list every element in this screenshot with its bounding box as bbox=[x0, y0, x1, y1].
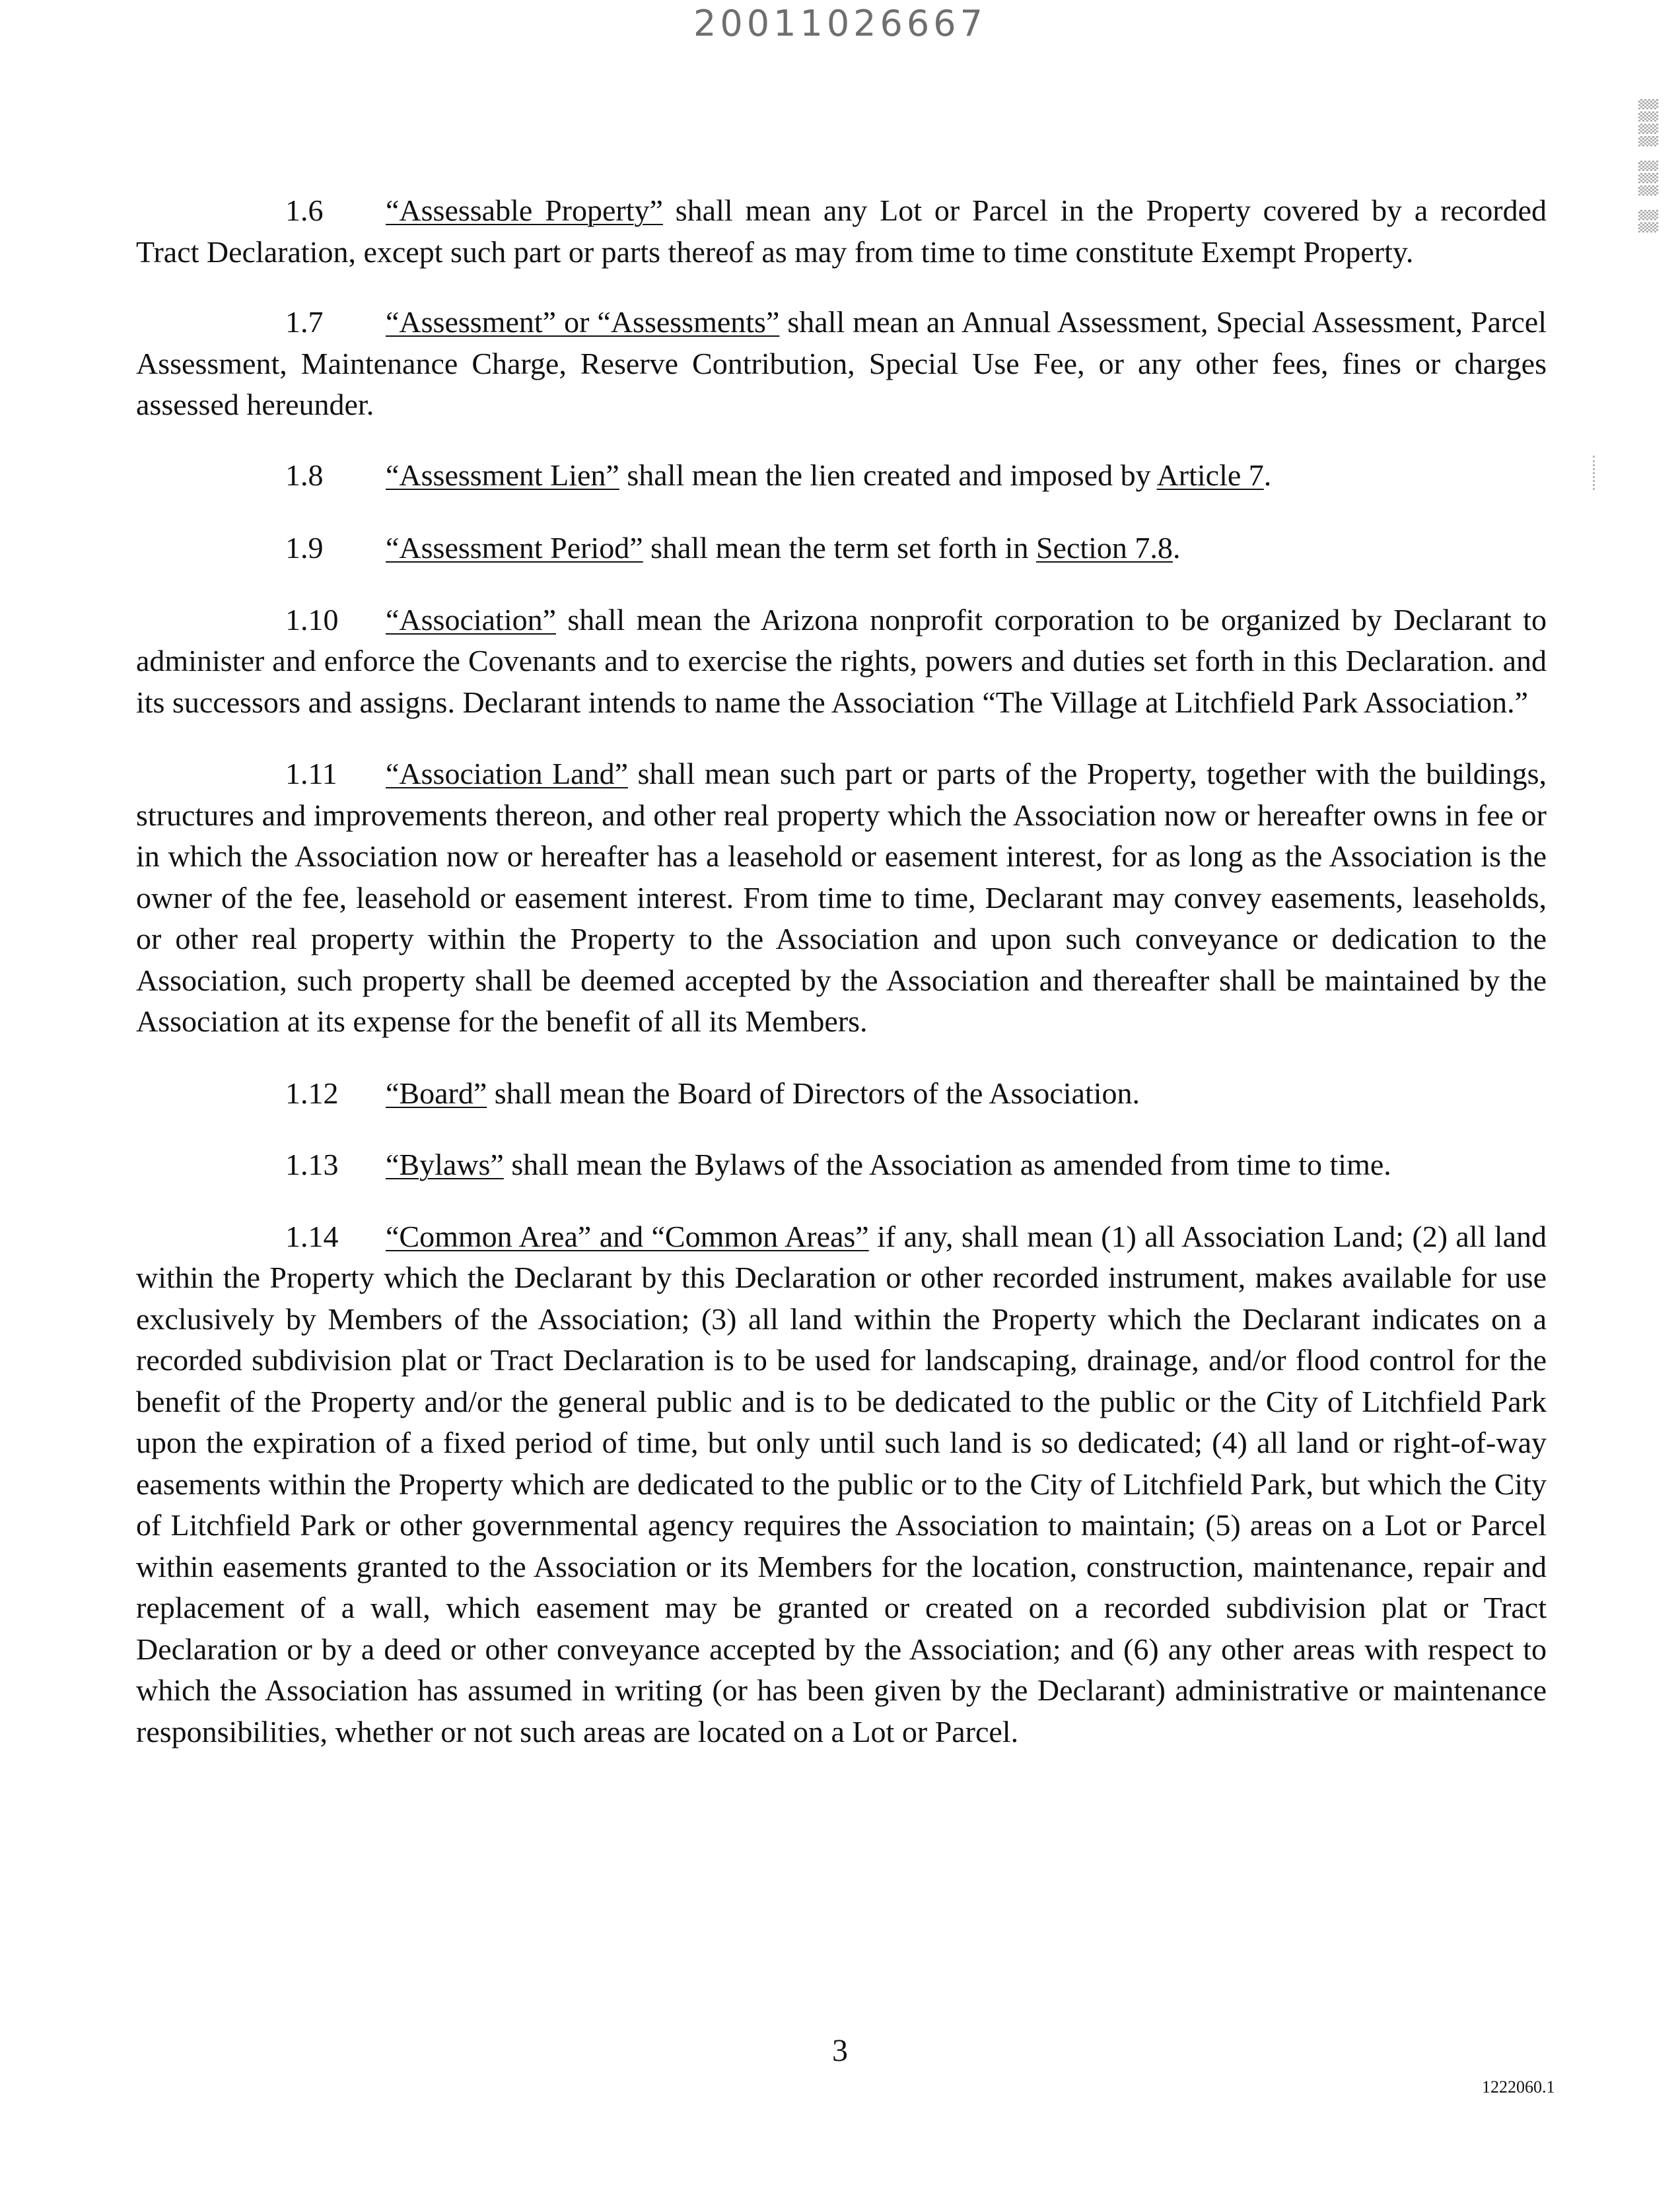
defined-term: “Common Area” and “Common Areas” bbox=[386, 1219, 869, 1253]
defined-term: “Assessable Property” bbox=[386, 193, 663, 227]
defined-term: “Assessment Period” bbox=[386, 531, 643, 565]
section-number: 1.6 bbox=[285, 193, 324, 227]
cross-reference: Article 7 bbox=[1156, 458, 1264, 492]
document-id: 1222060.1 bbox=[1482, 2077, 1555, 2097]
defined-term: “Assessment” or “Assessments” bbox=[386, 305, 780, 339]
definition-text: shall mean the term set forth in bbox=[643, 531, 1036, 565]
definition-1-6 bbox=[136, 190, 1547, 273]
defined-term: “Assessment Lien” bbox=[386, 458, 619, 492]
defined-term: “Board” bbox=[386, 1076, 487, 1110]
definition-tail: . bbox=[1263, 458, 1272, 492]
definition-text: shall mean the lien created and imposed by bbox=[619, 458, 1157, 492]
scan-stamp-mark: ▒▒▒▒ ▒▒▒ ▒▒ bbox=[1638, 99, 1658, 235]
definition-1-13 bbox=[136, 1144, 1547, 1186]
defined-term: “Association” bbox=[386, 602, 557, 637]
definition-1-8 bbox=[136, 455, 1547, 497]
definition-text: shall mean such part or parts of the Property, together with the buildings, structures and improvements thereon, and other real property which the Association now or hereafter owns in fee or in which the Association now or hereafter has a leasehold or easement interest, for as long as the Association is the owner of the fee, leasehold or easement interest. From time to time, Declarant may convey easements, leaseholds, or other real property within the Property to the Association and upon such conveyance or dedication to the Association, such property shall be deemed accepted by the Association and thereafter shall be maintained by the Association at its expense for the benefit of all its Members. bbox=[136, 757, 1547, 1038]
cross-reference: Section 7.8 bbox=[1035, 531, 1173, 565]
recording-number: 20011026667 bbox=[693, 3, 987, 44]
definition-1-7 bbox=[136, 302, 1547, 426]
section-number: 1.14 bbox=[285, 1219, 339, 1253]
page-number: 3 bbox=[832, 2033, 848, 2068]
section-number: 1.7 bbox=[285, 305, 324, 339]
definition-text: shall mean an Annual Assessment, Special Assessment, Parcel Assessment, Maintenance Charge, Reserve Contribution, Special Use Fee, or any other fees, fines or charges assessed hereunder. bbox=[136, 305, 1547, 421]
scan-artifact bbox=[1593, 456, 1597, 490]
defined-term: “Association Land” bbox=[386, 757, 629, 790]
document-body bbox=[136, 190, 1547, 1753]
definition-1-9 bbox=[136, 528, 1547, 569]
definition-text: shall mean any Lot or Parcel in the Property covered by a recorded Tract Declaration, except such part or parts thereof as may from time to time constitute Exempt Property. bbox=[136, 193, 1547, 269]
section-number: 1.8 bbox=[285, 458, 324, 492]
section-number: 1.11 bbox=[285, 757, 337, 790]
definition-text: shall mean the Board of Directors of the Association. bbox=[487, 1076, 1140, 1110]
definition-tail: . bbox=[1172, 531, 1181, 565]
definition-1-14 bbox=[136, 1216, 1547, 1753]
definition-text: shall mean the Bylaws of the Association as amended from time to time. bbox=[503, 1148, 1391, 1181]
definition-1-12 bbox=[136, 1073, 1547, 1115]
defined-term: “Bylaws” bbox=[386, 1148, 504, 1181]
definition-text: shall mean the Arizona nonprofit corporation to be organized by Declarant to administer and enforce the Covenants and to exercise the rights, powers and duties set forth in this Declaration. and its successors and assigns. Declarant intends to name the Association “The Village at Litchfield Park Association.” bbox=[136, 602, 1547, 719]
section-number: 1.9 bbox=[285, 531, 324, 565]
section-number: 1.12 bbox=[285, 1076, 339, 1110]
definition-1-11 bbox=[136, 753, 1547, 1043]
definition-1-10 bbox=[136, 600, 1547, 724]
section-number: 1.13 bbox=[285, 1148, 339, 1181]
section-number: 1.10 bbox=[285, 602, 339, 637]
definition-text: if any, shall mean (1) all Association Land; (2) all land within the Property which the Declarant by this Declaration or other recorded instrument, makes available for use exclusively by Members of the Association; (3) all land within the Property which the Declarant indicates on a recorded subdivision plat or Tract Declaration is to be used for landscaping, drainage, and/or flood control for the benefit of the Property and/or the general public and is to be dedicated to the public or the City of Litchfield Park upon the expiration of a fixed period of time, but only until such land is so dedicated; (4) all land or right-of-way easements within the Property which are dedicated to the public or to the City of Litchfield Park, but which the City of Litchfield Park or other governmental agency requires the Association to maintain; (5) areas on a Lot or Parcel within easements granted to the Association or its Members for the location, construction, maintenance, repair and replacement of a wall, which easement may be granted or created on a recorded subdivision plat or Tract Declaration or by a deed or other conveyance accepted by the Association; and (6) any other areas with respect to which the Association has assumed in writing (or has been given by the Declarant) administrative or maintenance responsibilities, whether or not such areas are located on a Lot or Parcel. bbox=[136, 1219, 1547, 1749]
